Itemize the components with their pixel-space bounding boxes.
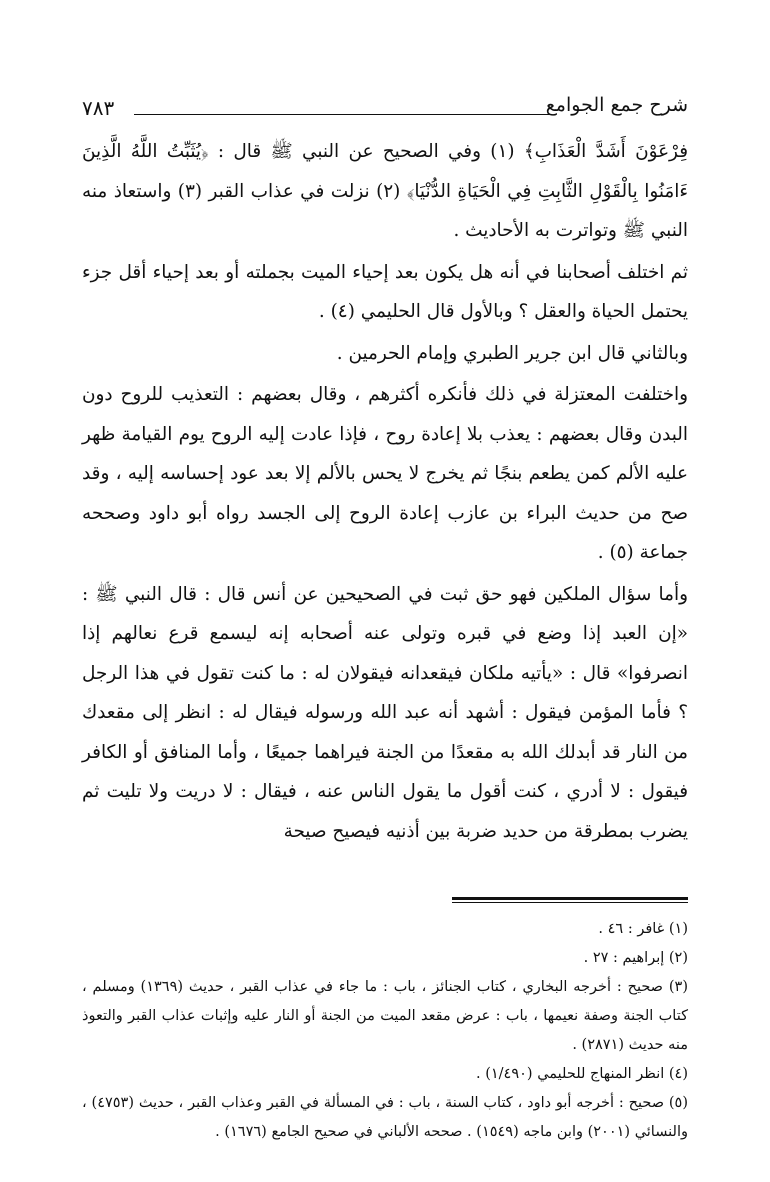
footnote: (٢) إبراهيم : ٢٧ . <box>583 950 688 966</box>
paragraph: ثم اختلف أصحابنا في أنه هل يكون بعد إحياء الميت بجملته أو بعد إحياء أقل جزء يحتمل الحياة والعقل ؟ وبالأول قال الحليمي (٤) . <box>82 261 688 322</box>
footnote-separator <box>452 897 688 903</box>
main-text <box>82 132 688 851</box>
page-number: ٧٨٣ <box>82 96 115 120</box>
paragraph: واختلفت المعتزلة في ذلك فأنكره أكثرهم ، وقال بعضهم : التعذيب للروح دون البدن وقال بعضهم : يعذب بلا إعادة روح ، فإذا عادت إليه الروح يوم القيامة ظهر عليه الألم كمن يطعم بنجًا ثم يخرج لا يحس بالألم إلا بعد عود إحساسه إليه ، وقد صح من حديث البراء بن عازب إعادة الروح إلى الجسد رواه أبو داود وصححه جماعة (٥) . <box>82 384 688 563</box>
footnote: (١) غافر : ٤٦ . <box>598 921 688 937</box>
running-title: شرح جمع الجوامع <box>545 94 688 116</box>
header-rule <box>134 114 552 115</box>
running-header <box>82 92 688 126</box>
paragraph: فِرْعَوْنَ أَشَدَّ الْعَذَابِ﴾ (١) وفي الصحيح عن النبي ﷺ قال : ﴿يُثَبِّتُ اللَّهُ الَّذِينَ ءَامَنُوا بِالْقَوْلِ الثَّابِتِ فِي الْحَيَاةِ الدُّنْيَا﴾ (٢) نزلت في عذاب القبر (٣) واستعاذ منه النبي ﷺ وتواترت به الأحاديث . <box>82 141 688 241</box>
footnote: (٥) صحيح : أخرجه أبو داود ، كتاب السنة ، باب : في المسألة في القبر وعذاب القبر ، حديث (٤٧٥٣) ، والنسائي (٢٠٠١) وابن ماجه (١٥٤٩) . صححه الألباني في صحيح الجامع (١٦٧٦) . <box>82 1095 688 1140</box>
paragraph: وأما سؤال الملكين فهو حق ثبت في الصحيحين عن أنس قال : قال النبي ﷺ : «إن العبد إذا وضع في قبره وتولى عنه أصحابه إنه ليسمع قرع نعالهم إذا انصرفوا» قال : «يأتيه ملكان فيقعدانه فيقولان له : ما كنت تقول في هذا الرجل ؟ فأما المؤمن فيقول : أشهد أنه عبد الله ورسوله فيقال له : انظر إلى مقعدك من النار قد أبدلك الله به مقعدًا من الجنة فيراهما جميعًا ، وأما المنافق أو الكافر فيقول : لا أدري ، كنت أقول ما يقول الناس عنه ، فيقال : لا دريت ولا تليت ثم يضرب بمطرقة من حديد ضربة بين أذنيه فيصيح صيحة <box>82 583 688 842</box>
paragraph: وبالثاني قال ابن جرير الطبري وإمام الحرمين . <box>336 342 688 364</box>
book-page <box>82 92 688 1147</box>
footnotes <box>82 915 688 1147</box>
footnote: (٣) صحيح : أخرجه البخاري ، كتاب الجنائز ، باب : ما جاء في عذاب القبر ، حديث (١٣٦٩) ومسلم ، كتاب الجنة وصفة نعيمها ، باب : عرض مقعد الميت من الجنة أو النار عليه وإثبات عذاب القبر والتعوذ منه حديث (٢٨٧١) . <box>82 979 688 1053</box>
footnote: (٤) انظر المنهاج للحليمي (١/٤٩٠) . <box>475 1066 688 1082</box>
